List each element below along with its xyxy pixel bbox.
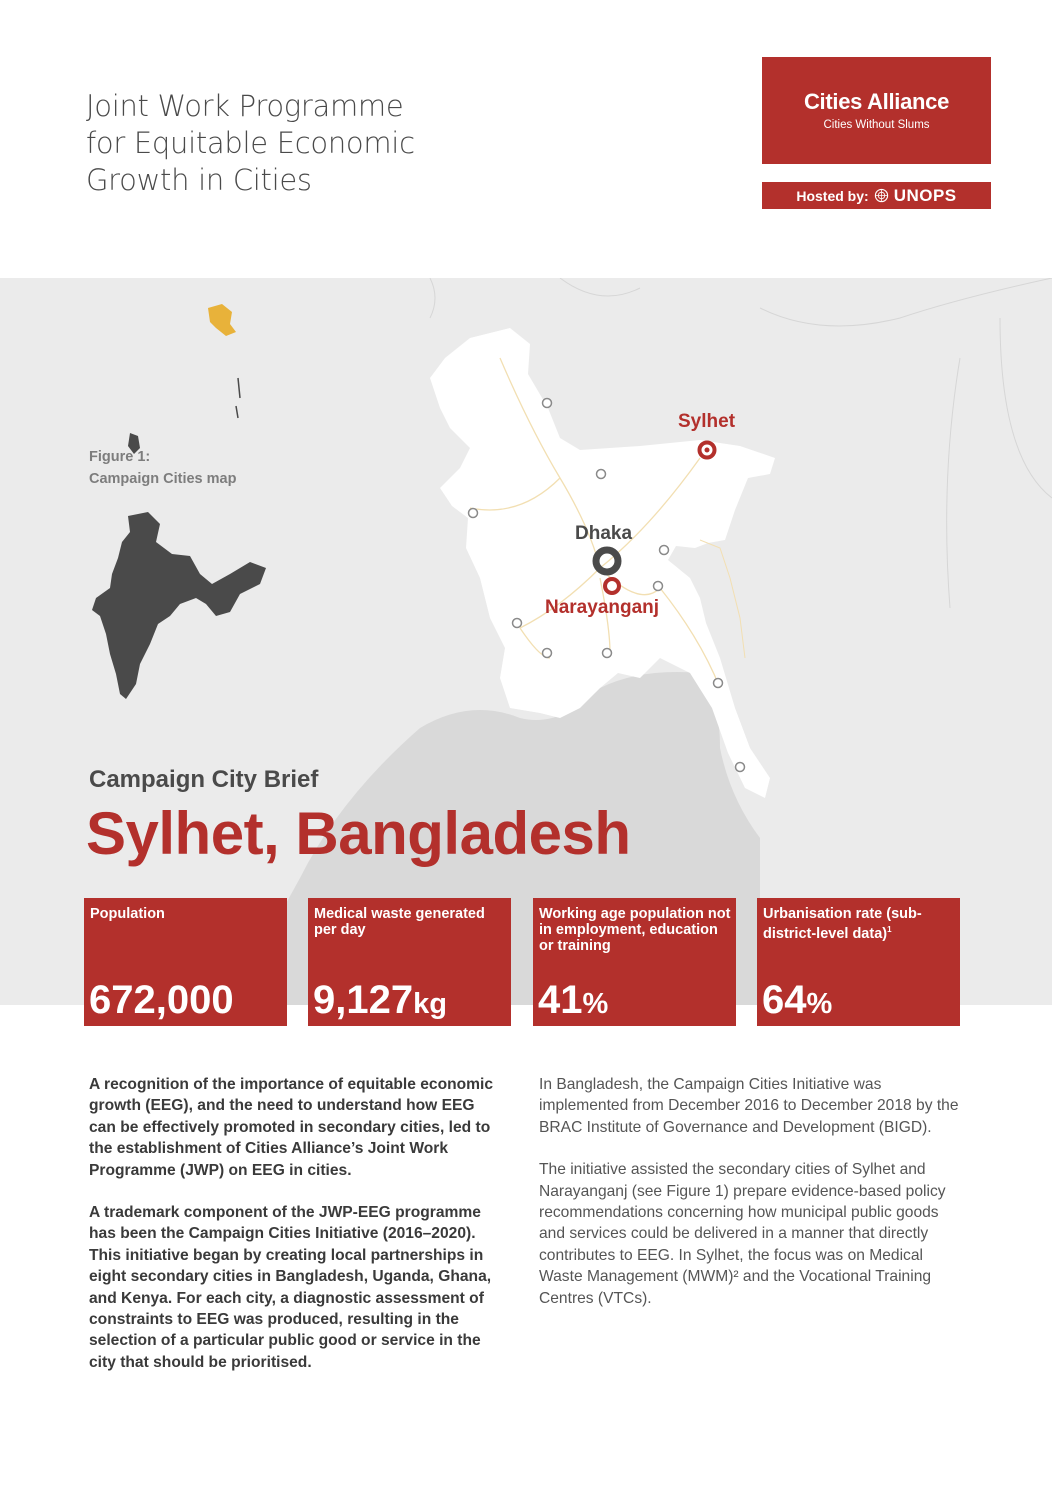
city-label-narayanganj: Narayanganj xyxy=(545,597,660,618)
city-label-dhaka: Dhaka xyxy=(575,523,633,544)
stat-card-population xyxy=(84,898,287,1026)
body-column-left xyxy=(89,1074,504,1394)
stat-label: Population xyxy=(90,906,165,922)
paragraph: A trademark component of the JWP-EEG programme has been the Campaign Cities Initiative (2016–2020). This initiative began by creating local partnerships in eight secondary cities in Bangladesh, Uganda, Ghana, and Kenya. For each city, a diagnostic assessment of constraints to EEG was produced, resulting in the selection of a particular public good or service in the city that should be prioritised. xyxy=(89,1204,492,1371)
un-emblem-icon xyxy=(874,188,889,203)
stat-card-neet xyxy=(533,898,736,1026)
footnote-marker: 1 xyxy=(887,925,892,934)
map-graphic xyxy=(0,278,1052,1005)
bangladesh-highlight xyxy=(208,304,236,336)
stat-value: 41% xyxy=(538,978,609,1022)
city-label-sylhet: Sylhet xyxy=(678,411,736,432)
campaign-cities-map xyxy=(0,278,1052,1005)
stat-card-urbanisation xyxy=(757,898,960,1026)
stat-label: Urbanisation rate (sub-district-level data)$^1$ xyxy=(763,906,922,942)
stat-card-medical-waste xyxy=(308,898,511,1026)
city-title: Sylhet, Bangladesh xyxy=(86,800,631,867)
document-title xyxy=(86,88,506,199)
stat-value: 64% xyxy=(762,978,833,1022)
india-inset-map xyxy=(92,512,266,699)
paragraph: A recognition of the importance of equitable economic growth (EEG), and the need to understand how EEG can be effectively promoted in secondary cities, led to the establishment of Cities Alliance’s Joint Work Programme (JWP) on EEG in cities. xyxy=(89,1076,494,1179)
narayanganj-marker xyxy=(605,579,619,593)
title-line-3: Growth in Cities xyxy=(86,163,312,197)
figure-caption-number: Figure 1: xyxy=(89,449,151,465)
hosted-by-bar xyxy=(762,182,991,209)
hosted-org: UNOPS xyxy=(893,185,957,205)
paragraph: In Bangladesh, the Campaign Cities Initiative was implemented from December 2016 to December 2018 by the BRAC Institute of Governance and Development (BIGD). xyxy=(539,1076,959,1136)
title-line-2: for Equitable Economic xyxy=(86,126,415,160)
hosted-prefix: Hosted by: xyxy=(796,187,869,204)
stat-value: 9,127kg xyxy=(313,978,447,1022)
logo-name: Cities Alliance xyxy=(803,89,950,114)
stat-label: Medical waste generated per day xyxy=(314,906,485,938)
paragraph: The initiative assisted the secondary cities of Sylhet and Narayanganj (see Figure 1) prepare evidence-based policy recommendations concerning how municipal public goods and services could be delivered in a manner that directly contributes to EEG. In Sylhet, the focus was on Medical Waste Management (MWM)² and the Vocational Training Centres (VTCs). xyxy=(539,1161,946,1307)
figure-caption xyxy=(89,446,236,490)
brief-label: Campaign City Brief xyxy=(89,766,319,793)
stat-value: 672,000 xyxy=(89,978,234,1022)
logo-tagline: Cities Without Slums xyxy=(823,119,930,131)
cities-alliance-logo xyxy=(762,57,991,164)
title-line-1: Joint Work Programme xyxy=(86,89,404,123)
figure-caption-text: Campaign Cities map xyxy=(89,471,237,487)
stat-label: Working age population not in employment, education or training xyxy=(539,906,731,954)
body-column-right xyxy=(539,1074,964,1330)
